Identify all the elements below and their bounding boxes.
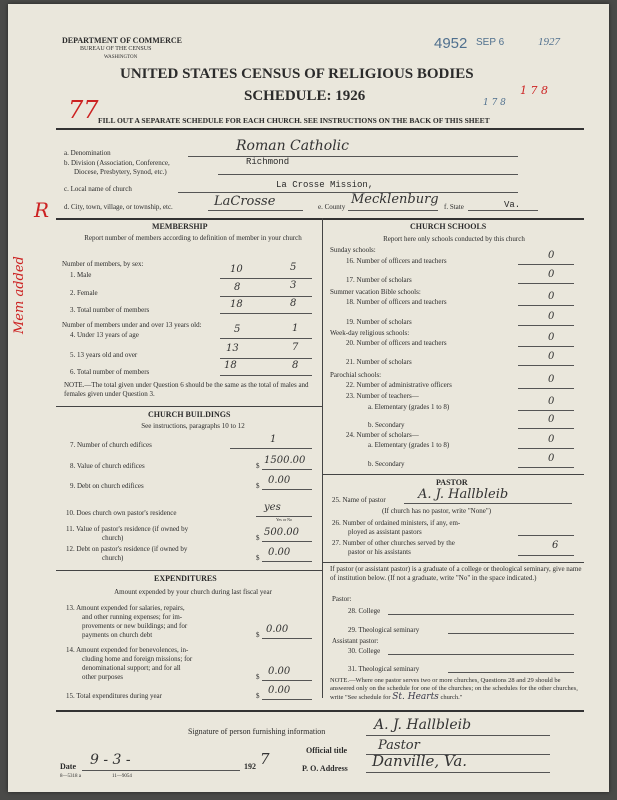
q8-dollar: $ [256, 462, 260, 470]
q2-label: 2. Female [70, 289, 98, 297]
form-title: UNITED STATES CENSUS OF RELIGIOUS BODIES [120, 66, 474, 82]
date-line [82, 770, 240, 771]
stamp-year: 1927 [538, 36, 560, 48]
q3-label: 3. Total number of members [70, 306, 150, 314]
stamp-number: 4952 [434, 35, 468, 52]
summer-label: Summer vacation Bible schools: [330, 288, 421, 296]
q11-value: 500.00 [264, 527, 299, 538]
sunday-label: Sunday schools: [330, 246, 376, 254]
signature-line [366, 735, 550, 736]
q13-label-4: payments on church debt [82, 631, 153, 639]
q13-dollar: $ [256, 631, 260, 639]
q10-label: 10. Does church own pastor's residence [66, 509, 177, 517]
po-address-value: Danville, Va. [372, 752, 468, 770]
q27-line [518, 555, 574, 556]
q27-label-2: pastor or his assistants [348, 548, 411, 556]
q18-line [518, 305, 574, 306]
q14-dollar: $ [256, 673, 260, 681]
q28-label: 28. College [348, 607, 381, 615]
q22-line [518, 388, 574, 389]
q8-value: 1500.00 [264, 455, 306, 466]
q21-label: 21. Number of scholars [346, 358, 412, 366]
division-value: Richmond [246, 157, 290, 167]
bureau-label: BUREAU OF THE CENSUS [80, 46, 152, 52]
q4-label: 4. Under 13 years of age [70, 331, 139, 339]
membership-title: MEMBERSHIP [152, 222, 208, 231]
blue-code: 1 7 8 [483, 98, 506, 108]
denomination-value: Roman Catholic [236, 138, 349, 154]
q25-value: A. J. Hallbleib [418, 487, 509, 502]
q21-value: 0 [548, 351, 555, 362]
divider [56, 570, 322, 571]
q18-label: 18. Number of officers and teachers [346, 298, 447, 306]
q3-line [220, 313, 312, 314]
signature-value: A. J. Hallbleib [374, 717, 472, 733]
divider [56, 710, 584, 712]
q13-label-2: and other running expenses; for im- [82, 613, 183, 621]
q12-value: 0.00 [268, 547, 291, 558]
q16-line [518, 264, 574, 265]
q2-line [220, 296, 312, 297]
q9-line [262, 489, 312, 490]
q19-line [518, 325, 574, 326]
q10-hint: Yes or No [276, 517, 293, 522]
q15-value: 0.00 [268, 685, 291, 696]
q24a-label: a. Elementary (grades 1 to 8) [368, 441, 450, 449]
census-schedule-form [8, 4, 609, 792]
q8-line [262, 469, 312, 470]
denomination-label: a. Denomination [64, 149, 111, 157]
q5-label: 5. 13 years old and over [70, 351, 138, 359]
weekday-label: Week-day religious schools: [330, 329, 410, 337]
assistant-label: Assistant pastor: [332, 637, 379, 645]
q28-line [388, 614, 574, 615]
q9-label: 9. Debt on church edifices [70, 482, 144, 490]
city-label: WASHINGTON [104, 55, 138, 60]
city-line [208, 210, 303, 211]
q3-value-a: 18 [230, 299, 243, 310]
q10-value: yes [264, 502, 281, 513]
form-code-2: 11—9054 [112, 774, 132, 779]
denomination-line [188, 156, 518, 157]
membership-instruction: Report number of members according to definition of member in your church [84, 234, 302, 242]
official-title-label: Official title [306, 746, 348, 755]
schedule-title: SCHEDULE: 1926 [244, 88, 366, 104]
pastor-note-end: church." [440, 694, 463, 701]
q12-label: 12. Debt on pastor's residence (if owned by [66, 545, 188, 553]
q23a-value: 0 [548, 396, 555, 407]
q7-line [230, 448, 312, 449]
q12-line [262, 561, 312, 562]
q24b-label: b. Secondary [368, 460, 405, 468]
q17-line [518, 283, 574, 284]
q5-value-b: 7 [292, 342, 299, 353]
local-name-value: La Crosse Mission, [276, 180, 374, 190]
q5-value-a: 13 [226, 343, 239, 354]
year-value: 7 [260, 750, 270, 768]
by-sex-label: Number of members, by sex: [62, 260, 144, 268]
q25-line [404, 503, 572, 504]
q3-value-b: 8 [290, 298, 297, 309]
q17-label: 17. Number of scholars [346, 276, 412, 284]
q14-label-3: denominational support; and for all [82, 664, 181, 672]
q6-label: 6. Total number of members [70, 368, 150, 376]
q31-label: 31. Theological seminary [348, 665, 420, 673]
q23b-value: 0 [548, 414, 555, 425]
pastor-note [330, 677, 586, 702]
schools-instruction: Report here only schools conducted by this church [383, 235, 525, 243]
q4-line [220, 338, 312, 339]
official-title-value: Pastor [378, 738, 420, 753]
q23b-line [518, 428, 574, 429]
q9-value: 0.00 [268, 475, 291, 486]
q16-label: 16. Number of officers and teachers [346, 257, 447, 265]
q7-value: 1 [270, 434, 277, 445]
buildings-title: CHURCH BUILDINGS [148, 410, 231, 419]
margin-number: 77 [68, 96, 99, 124]
state-value: Va. [504, 200, 521, 210]
q27-label: 27. Number of other churches served by the [332, 539, 455, 547]
q23a-line [518, 410, 574, 411]
divider [56, 218, 584, 220]
q14-label-2: cluding home and foreign missions; for [82, 655, 193, 663]
q2-value-b: 3 [290, 280, 297, 291]
q20-value: 0 [548, 332, 555, 343]
q20-line [518, 346, 574, 347]
divider [56, 128, 584, 130]
q24-label: 24. Number of scholars— [346, 431, 419, 439]
q30-line [388, 654, 574, 655]
department-label: DEPARTMENT OF COMMERCE [62, 36, 183, 45]
po-address-label: P. O. Address [302, 764, 348, 773]
age-header: Number of members under and over 13 years old: [62, 321, 202, 329]
membership-note: NOTE.—The total given under Question 6 should be the same as the total of males and females given under Question 3. [64, 381, 309, 398]
q13-label-3: provements or new buildings; and for [82, 622, 188, 630]
county-line [348, 210, 438, 211]
q5-line [220, 358, 312, 359]
pastor-sub-label: Pastor: [332, 595, 352, 603]
q17-value: 0 [548, 269, 555, 280]
q11-label-2: church) [102, 534, 124, 542]
divider [322, 474, 584, 475]
q11-line [262, 541, 312, 542]
q14-line [262, 680, 312, 681]
q21-line [518, 365, 574, 366]
red-code: 1 7 8 [520, 84, 548, 97]
q20-label: 20. Number of officers and teachers [346, 339, 447, 347]
margin-r: R [34, 198, 50, 222]
q27-value: 6 [552, 540, 559, 551]
divider [322, 562, 584, 563]
q15-label: 15. Total expenditures during year [66, 692, 162, 700]
q9-dollar: $ [256, 482, 260, 490]
q26-label: 26. Number of ordained ministers, if any, em- [332, 519, 461, 527]
q15-line [262, 699, 312, 700]
margin-note: Mem added [12, 256, 27, 334]
q24b-line [518, 467, 574, 468]
q22-label: 22. Number of administrative officers [346, 381, 452, 389]
q13-label: 13. Amount expended for salaries, repairs, [66, 604, 185, 612]
q8-label: 8. Value of church edifices [70, 462, 145, 470]
division-line [218, 174, 518, 175]
q4-value-a: 5 [234, 324, 241, 335]
q19-value: 0 [548, 311, 555, 322]
pastor-note-value: St. Hearts [392, 692, 439, 702]
q15-dollar: $ [256, 692, 260, 700]
parochial-label: Parochial schools: [330, 371, 382, 379]
city-value: LaCrosse [214, 194, 276, 209]
q2-value-a: 8 [234, 282, 241, 293]
instruction-line: FILL OUT A SEPARATE SCHEDULE FOR EACH CHURCH. SEE INSTRUCTIONS ON THE BACK OF THIS SHEET [98, 116, 490, 125]
q1-label: 1. Male [70, 271, 92, 279]
q1-value-a: 10 [230, 264, 243, 275]
q14-label-4: other purposes [82, 673, 124, 681]
q11-dollar: $ [256, 534, 260, 542]
q25-note: (If church has no pastor, write "None") [382, 507, 492, 515]
q6-line [220, 375, 312, 376]
q12-label-2: church) [102, 554, 124, 562]
year-prefix: 192 [244, 762, 256, 771]
q1-line [220, 278, 312, 279]
expenditures-instruction: Amount expended by your church during last fiscal year [114, 588, 272, 596]
date-label: Date [60, 762, 76, 771]
q23b-label: b. Secondary [368, 421, 405, 429]
signature-label: Signature of person furnishing information [188, 727, 326, 736]
q11-label: 11. Value of pastor's residence (if owned by [66, 525, 189, 533]
date-value: 9 - 3 - [90, 752, 131, 768]
division-label: b. Division (Association, Conference, [64, 159, 170, 167]
q26-line [518, 535, 574, 536]
county-value: Mecklenburg [351, 192, 439, 207]
q13-value: 0.00 [266, 624, 289, 635]
q7-label: 7. Number of church edifices [70, 441, 152, 449]
city-label-field: d. City, town, village, or township, etc. [64, 203, 173, 211]
q26-label-2: ployed as assistant pastors [348, 528, 422, 536]
college-note: If pastor (or assistant pastor) is a graduate of a college or theological seminary, give name of institution below. (If not a graduate, write "No" in the space indicated.) [330, 565, 582, 582]
q12-dollar: $ [256, 554, 260, 562]
q18-value: 0 [548, 291, 555, 302]
q24a-line [518, 448, 574, 449]
po-address-line [366, 772, 550, 773]
q6-value-a: 18 [224, 360, 237, 371]
local-name-line [178, 192, 518, 193]
divider [56, 406, 322, 407]
q30-label: 30. College [348, 647, 381, 655]
q23-label: 23. Number of teachers— [346, 392, 419, 400]
stamp-date: SEP 6 [476, 37, 505, 48]
form-code: 8—5318 a [60, 774, 81, 779]
pastor-title: PASTOR [436, 478, 468, 487]
q19-label: 19. Number of scholars [346, 318, 412, 326]
q24a-value: 0 [548, 434, 555, 445]
q22-value: 0 [548, 374, 555, 385]
state-label: f. State [444, 203, 464, 211]
q25-label: 25. Name of pastor [332, 496, 386, 504]
expenditures-title: EXPENDITURES [154, 574, 217, 583]
pastor-note-text: NOTE.—Where one pastor serves two or more churches, Questions 28 and 29 should be answered only on the schedule for one of the churches; on the schedules for the other churches, write "See schedule for [330, 677, 578, 701]
q23a-label: a. Elementary (grades 1 to 8) [368, 403, 450, 411]
q29-line [448, 633, 574, 634]
division-label-2: Diocese, Presbytery, Synod, etc.) [74, 168, 167, 176]
q14-label: 14. Amount expended for benevolences, in- [66, 646, 189, 654]
q6-value-b: 8 [292, 360, 299, 371]
q29-label: 29. Theological seminary [348, 626, 420, 634]
q31-line [448, 672, 574, 673]
schools-title: CHURCH SCHOOLS [410, 222, 487, 231]
state-line [468, 210, 538, 211]
q16-value: 0 [548, 250, 555, 261]
local-name-label: c. Local name of church [64, 185, 132, 193]
q24b-value: 0 [548, 453, 555, 464]
county-label: e. County [318, 203, 346, 211]
q14-value: 0.00 [268, 666, 291, 677]
buildings-instruction: See instructions, paragraphs 10 to 12 [141, 422, 245, 430]
q13-line [262, 638, 312, 639]
column-divider [322, 218, 323, 698]
q1-value-b: 5 [290, 262, 297, 273]
q4-value-b: 1 [292, 323, 299, 334]
